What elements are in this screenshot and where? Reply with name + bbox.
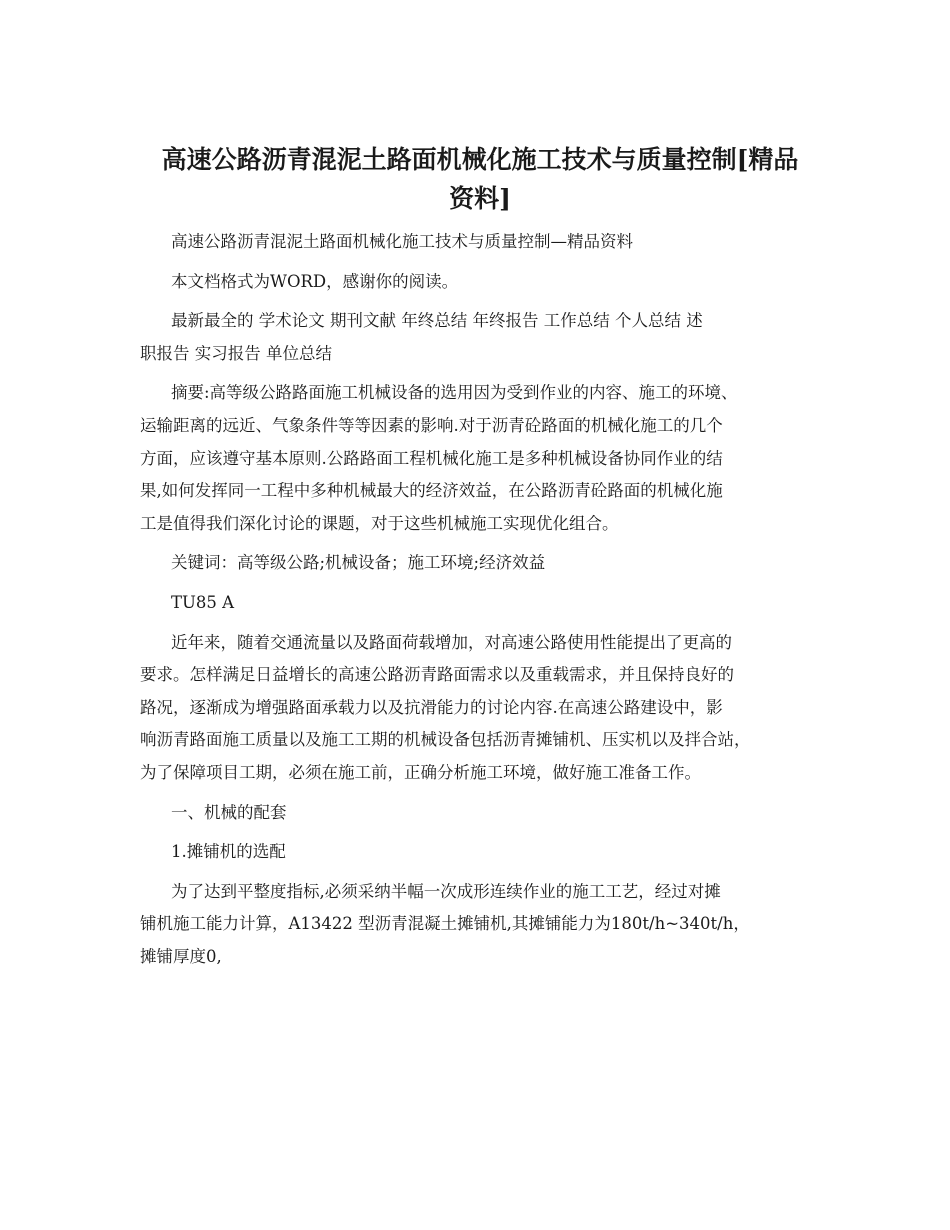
paragraph-line: 摊铺厚度0, xyxy=(140,946,222,966)
paragraph-line: 铺机施工能力计算，A13422 型沥青混凝土摊铺机,其摊铺能力为180t/h~340t/h， xyxy=(140,914,750,934)
paragraph-subtitle xyxy=(140,226,830,259)
title-line-1: 高速公路沥青混泥土路面机械化施工技术与质量控制[精品 xyxy=(161,145,799,174)
paragraph-line: 要求。怎样满足日益增长的高速公路沥青路面需求以及重载需求，并且保持良好的 xyxy=(140,665,734,685)
paragraph-line: 运输距离的远近、气象条件等等因素的影响.对于沥青砼路面的机械化施工的几个 xyxy=(140,415,723,435)
paragraph-line: 近年来，随着交通流量以及路面荷载增加，对高速公路使用性能提出了更高的 xyxy=(171,632,732,652)
paragraph-line: 路况，逐渐成为增强路面承载力以及抗滑能力的讨论内容.在高速公路建设中，影 xyxy=(140,697,723,717)
paragraph-line: 一、机械的配套 xyxy=(171,802,287,822)
document-body xyxy=(140,226,830,973)
paragraph-keywords xyxy=(140,547,830,580)
paragraph-line: 高速公路沥青混泥土路面机械化施工技术与质量控制—精品资料 xyxy=(171,232,633,251)
subsection-heading xyxy=(140,836,830,869)
paragraph-line: 方面，应该遵守基本原则.公路路面工程机械化施工是多种机械设备协同作业的结 xyxy=(140,448,723,468)
paragraph-abstract xyxy=(140,377,830,540)
paragraph-line: 为了保障项目工期，必须在施工前，正确分析施工环境，做好施工准备工作。 xyxy=(140,762,701,782)
paragraph-line: 为了达到平整度指标,必须采纳半幅一次成形连续作业的施工工艺，经过对摊 xyxy=(171,881,721,901)
paragraph-line: 1.摊铺机的选配 xyxy=(171,842,286,862)
paragraph-line: 职报告 实习报告 单位总结 xyxy=(140,343,332,363)
paragraph-line: 最新最全的 学术论文 期刊文献 年终总结 年终报告 工作总结 个人总结 述 xyxy=(171,311,703,331)
document-title xyxy=(140,140,820,218)
paragraph-paver-selection xyxy=(140,876,830,974)
paragraph-line: 关键词：高等级公路;机械设备；施工环境;经济效益 xyxy=(171,553,546,573)
paragraph-classification xyxy=(140,587,830,620)
section-heading xyxy=(140,797,830,830)
paragraph-line: 本文档格式为WORD，感谢你的阅读。 xyxy=(171,271,459,291)
paragraph-introduction xyxy=(140,627,830,790)
paragraph-line: 果,如何发挥同一工程中多种机械最大的经济效益，在公路沥青砼路面的机械化施 xyxy=(140,481,723,501)
paragraph-categories xyxy=(140,305,830,370)
paragraph-line: 摘要:高等级公路路面施工机械设备的选用因为受到作业的内容、施工的环境、 xyxy=(171,383,738,403)
paragraph-line: 响沥青路面施工质量以及施工工期的机械设备包括沥青摊铺机、压实机以及拌合站， xyxy=(140,730,751,750)
paragraph-line: 工是值得我们深化讨论的课题，对于这些机械施工实现优化组合。 xyxy=(140,513,619,533)
paragraph-format-note xyxy=(140,266,830,299)
paragraph-line: TU85 A xyxy=(171,592,235,612)
title-line-2: 资料] xyxy=(449,184,511,213)
